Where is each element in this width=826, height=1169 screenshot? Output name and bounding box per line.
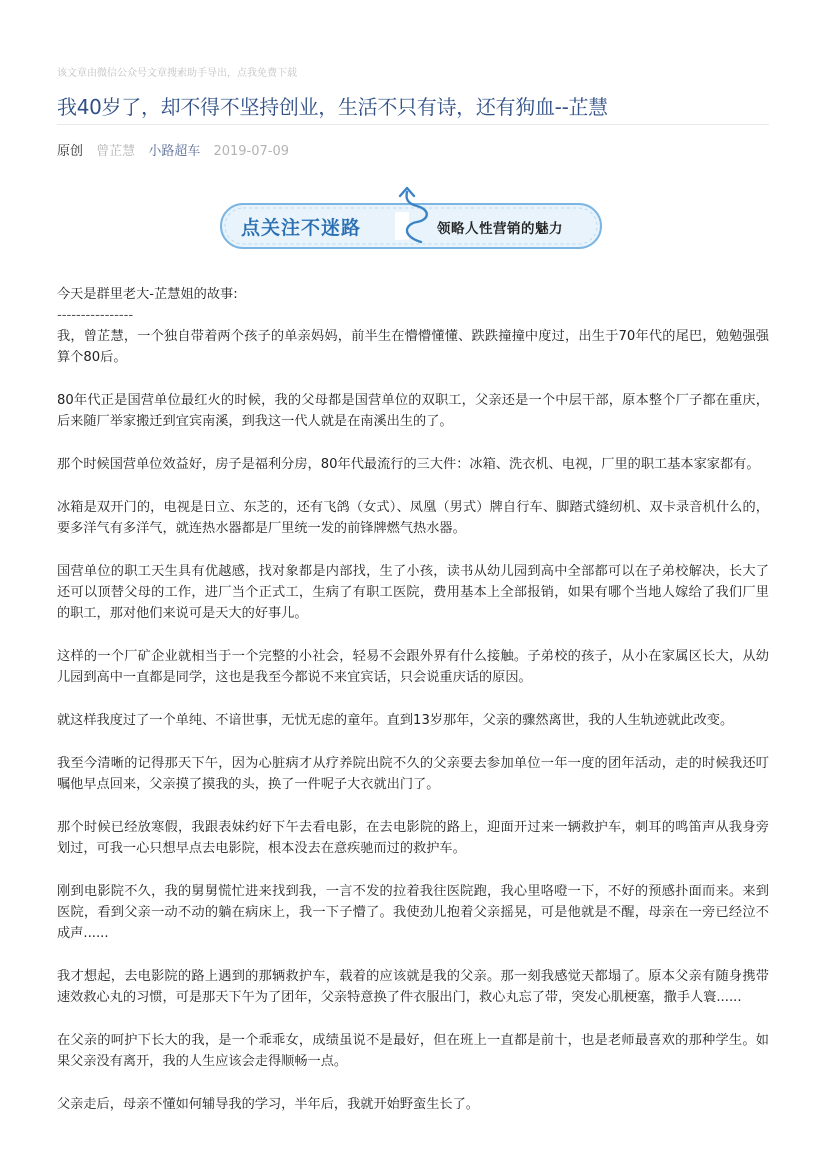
separator-dashes: ---------------- [57,308,134,323]
paragraph: 父亲走后，母亲不懂如何辅导我的学习，半年后，我就开始野蛮生长了。 [57,1097,479,1112]
follow-banner-right-text: 领略人性营销的魅力 [437,221,563,237]
paragraph: 冰箱是双开门的，电视是日立、东芝的，还有飞鸽（女式）、凤凰（男式）牌自行车、脚踏式缝纫机、双卡录音机什么的，要多洋气有多洋气，就连热水器都是厂里统一发的前锋牌燃气热水器。 [57,500,769,536]
account-link[interactable]: 小路超车 [148,144,201,159]
paragraph: 那个时候国营单位效益好，房子是福利分房，80年代最流行的三大件：冰箱、洗衣机、电视，厂里的职工基本家家都有。 [57,457,760,472]
paragraph: 在父亲的呵护下长大的我，是一个乖乖女，成绩虽说不是最好，但在班上一直都是前十，也是老师最喜欢的那种学生。如果父亲没有离开，我的人生应该会走得顺畅一点。 [57,1033,769,1069]
export-notice-link[interactable]: 该文章由微信公众号文章搜索助手导出，点我免费下载 [57,68,297,79]
follow-banner[interactable] [219,186,605,252]
paragraph: 那个时候已经放寒假，我跟表妹约好下午去看电影，在去电影院的路上，迎面开过来一辆救护车，刺耳的鸣笛声从我身旁划过，可我一心只想早点去电影院，根本没去在意疾驰而过的救护车。 [57,820,769,856]
paragraph: 国营单位的职工天生具有优越感，找对象都是内部找，生了小孩，读书从幼儿园到高中全部都可以在子弟校解决，长大了还可以顶替父母的工作，进厂当个正式工，生病了有职工医院，费用基本上全部报销，如果有哪个当地人嫁给了我们厂里的职工，那对他们来说可是天大的好事儿。 [57,564,769,621]
paragraph: 刚到电影院不久，我的舅舅慌忙进来找到我，一言不发的拉着我往医院跑，我心里咯噔一下，不好的预感扑面而来。来到医院，看到父亲一动不动的躺在病床上，我一下子懵了。我使劲儿抱着父亲摇晃，可是他就是不醒，母亲在一旁已经泣不成声...... [57,884,769,941]
paragraph: 我，曾芷慧，一个独自带着两个孩子的单亲妈妈，前半生在懵懵懂懂、跌跌撞撞中度过，出生于70年代的尾巴，勉勉强强算个80后。 [57,329,769,365]
paragraph: 这样的一个厂矿企业就相当于一个完整的小社会，轻易不会跟外界有什么接触。子弟校的孩子，从小在家属区长大，从幼儿园到高中一直都是同学，这也是我至今都说不来宜宾话，只会说重庆话的原因。 [57,649,769,685]
author-name: 曾芷慧 [96,144,136,159]
publish-date: 2019-07-09 [213,144,290,159]
article-title: 我40岁了，却不得不坚持创业，生活不只有诗，还有狗血--芷慧 [57,95,608,119]
paragraph: 我至今清晰的记得那天下午，因为心脏病才从疗养院出院不久的父亲要去参加单位一年一度的团年活动，走的时候我还叮嘱他早点回来，父亲摸了摸我的头，换了一件呢子大衣就出门了。 [57,756,769,792]
article-meta [57,140,298,159]
article-body [57,284,769,1137]
follow-banner-left-text: 点关注不迷路 [241,217,362,239]
title-divider [57,124,769,125]
paragraph: 80年代正是国营单位最红火的时候，我的父母都是国营单位的双职工，父亲还是一个中层干部，原本整个厂子都在重庆，后来随厂举家搬迁到宜宾南溪，到我这一代人就是在南溪出生的了。 [57,393,769,429]
intro-line: 今天是群里老大-芷慧姐的故事: [57,287,238,302]
paragraph: 就这样我度过了一个单纯、不谙世事，无忧无虑的童年。直到13岁那年，父亲的骤然离世，我的人生轨迹就此改变。 [57,713,734,728]
original-tag: 原创 [57,144,84,159]
paragraph: 我才想起，去电影院的路上遇到的那辆救护车，载着的应该就是我的父亲。那一刻我感觉天都塌了。原本父亲有随身携带速效救心丸的习惯，可是那天下午为了团年，父亲特意换了件衣服出门，救心丸忘了带，突发心肌梗塞，撒手人寰...... [57,969,769,1005]
